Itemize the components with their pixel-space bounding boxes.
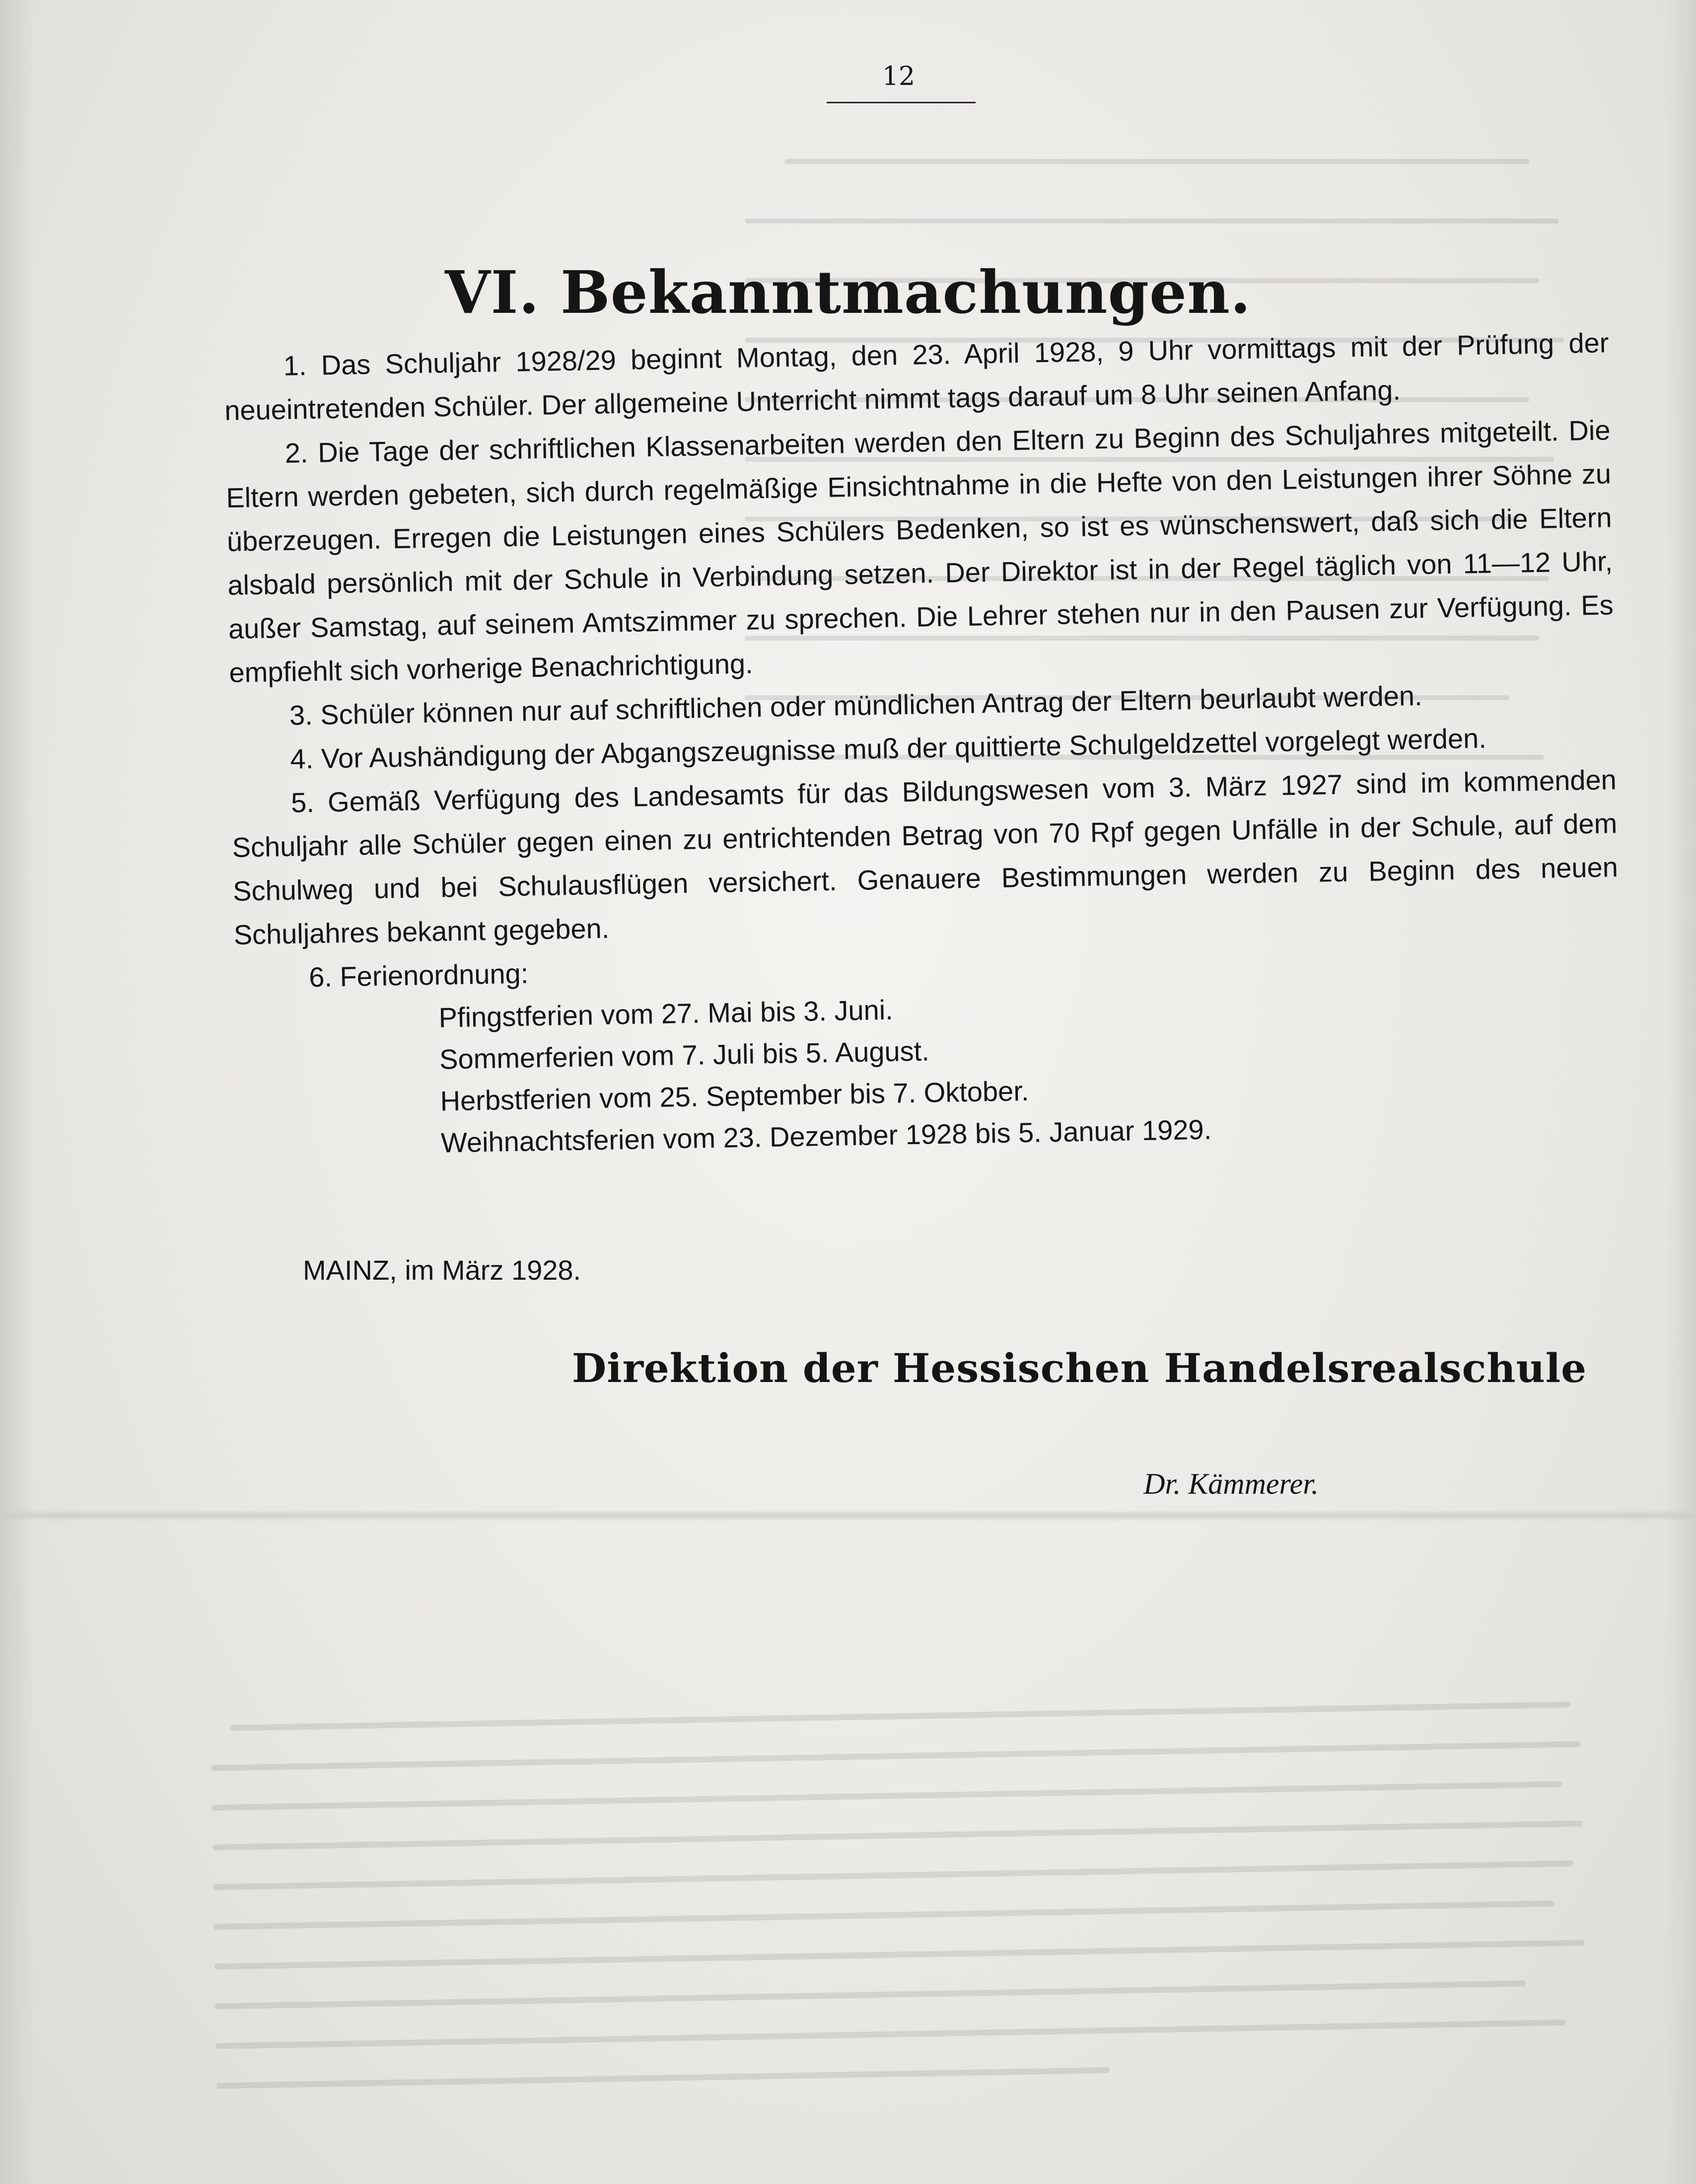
announcement-4: 4. Vor Aushändigung der Abgangszeugnisse muß der quittierte Schulgeldzettel vorgelegt werden. [290, 722, 1487, 775]
section-heading: VI. Bekanntmachungen. [444, 258, 1252, 327]
announcement-2: 2. Die Tage der schriftlichen Klassenarbeiten werden den Eltern zu Beginn des Schuljahres mitgeteilt. Die Eltern werden gebeten, sich durch regelmäßige Einsichtnahme in die Hefte von den Leistungen ihrer Söhne zu überzeugen. Erregen die Leistungen eines Schülers Bedenken, so ist es wünschenswert, daß sich die Eltern alsbald persönlich mit der Schule in Verbindung setzen. Der Direktor ist in der Regel täglich von 11—12 Uhr, außer Samstag, auf seinem Amtszimmer zu sprechen. Die Lehrer stehen nur in den Pausen zur Verfügung. Es empfiehlt sich vorherige Benachrichtigung. [225, 414, 1614, 688]
vacation-autumn: Herbstferien vom 25. September bis 7. Oktober. [440, 1075, 1029, 1117]
signatory-institution: Direktion der Hessischen Handelsrealschule [571, 1345, 1587, 1391]
paper-fold-crease [0, 1510, 1696, 1522]
place-date: MAINZ, im März 1928. [303, 1254, 581, 1286]
signature-name: Dr. Kämmerer. [1143, 1467, 1319, 1500]
bleed-through-lines-lower [210, 1696, 1597, 2108]
page-number-rule [827, 102, 976, 103]
vacation-schedule-list [235, 976, 1623, 1167]
vacation-pentecost: Pfingstferien vom 27. Mai bis 3. Juni. [438, 994, 894, 1033]
page-number: 12 [882, 62, 916, 91]
announcement-5: 5. Gemäß Verfügung des Landesamts für das Bildungswesen vom 3. März 1927 sind im kommenden Schuljahr alle Schüler gegen einen zu entrichtenden Betrag von 70 Rpf gegen Unfälle in der Schule, auf dem Schulweg und bei Schulausflügen versichert. Genauere Bestimmungen werden zu Beginn des neuen Schuljahres bekannt gegeben. [232, 764, 1619, 950]
vacation-christmas: Weihnachtsferien vom 23. Dezember 1928 bis 5. Januar 1929. [440, 1113, 1212, 1159]
announcements-body [223, 321, 1623, 1167]
announcement-3: 3. Schüler können nur auf schriftlichen oder mündlichen Antrag der Eltern beurlaubt werden. [289, 679, 1423, 731]
announcement-1: 1. Das Schuljahr 1928/29 beginnt Montag, den 23. April 1928, 9 Uhr vormittags mit der Prüfung der neueintretenden Schüler. Der allgemeine Unterricht nimmt tags darauf um 8 Uhr seinen Anfang. [224, 327, 1609, 426]
bleed-through-lower [210, 1696, 1597, 2120]
vacation-schedule-label: 6. Ferienordnung: [308, 957, 529, 993]
vacation-summer: Sommerferien vom 7. Juli bis 5. August. [439, 1035, 930, 1075]
